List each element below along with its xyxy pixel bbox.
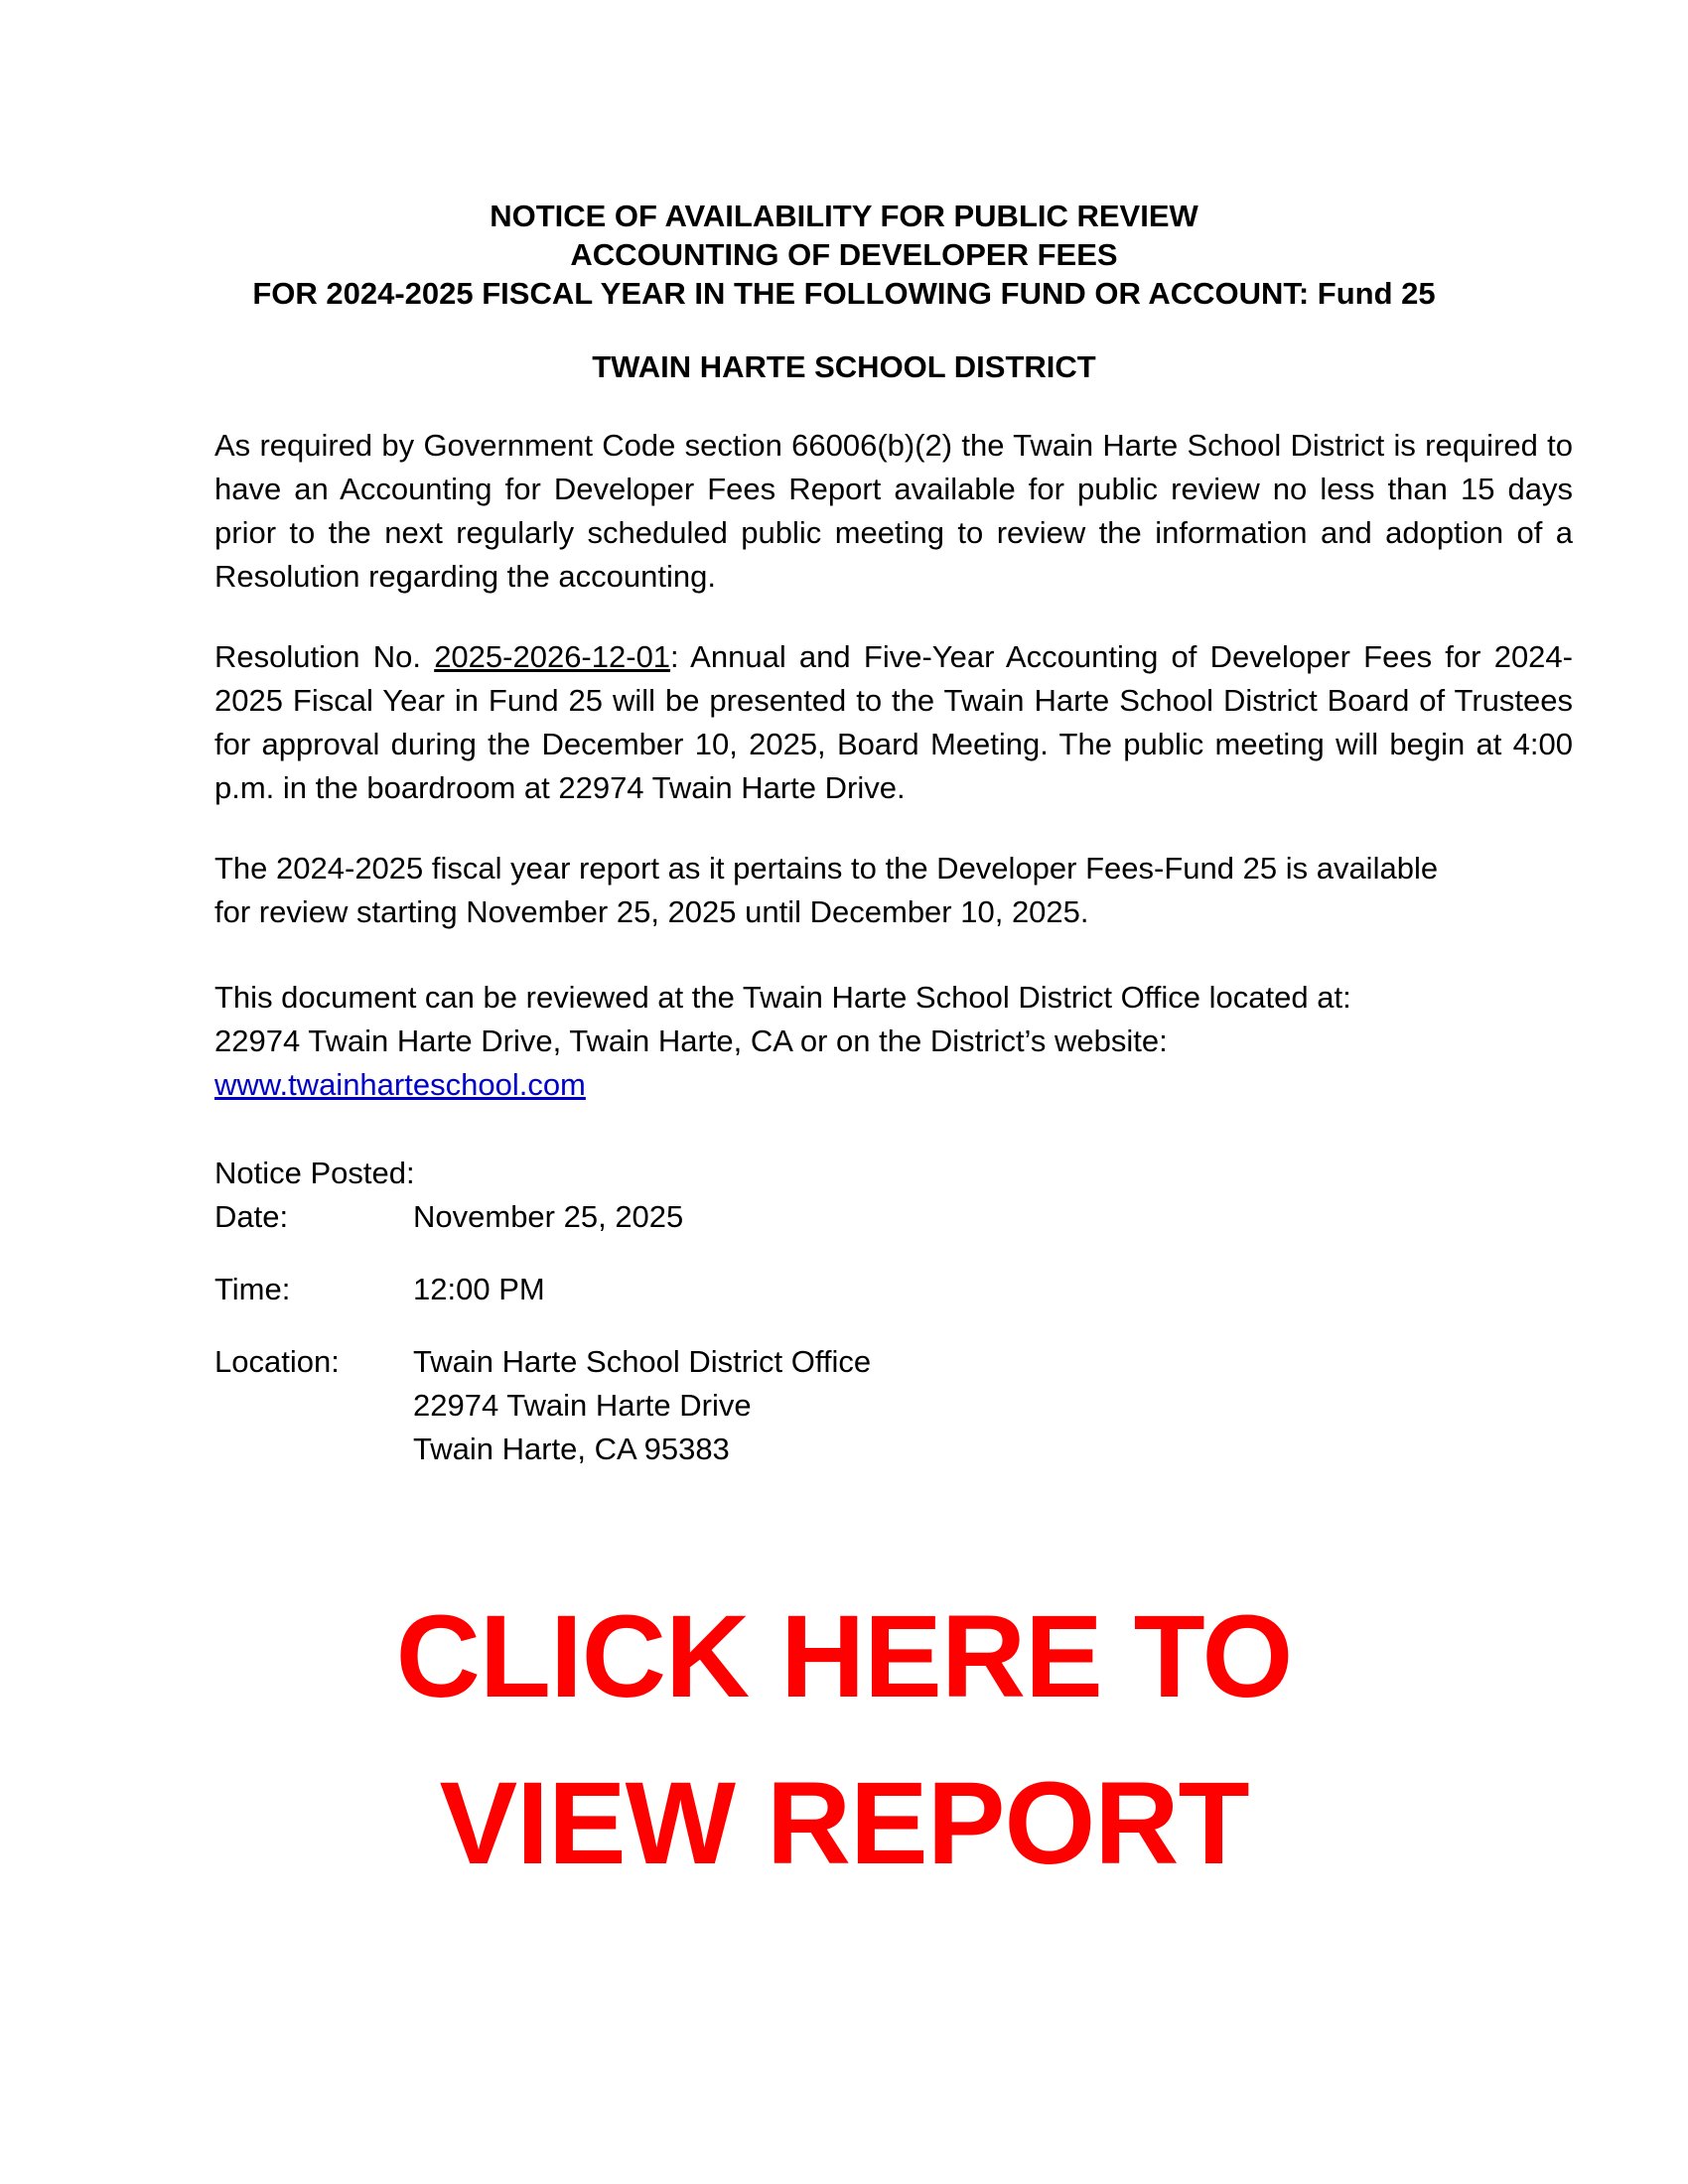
notice-location-row <box>214 1340 1406 1471</box>
notice-date-row <box>214 1195 1406 1239</box>
cta-line-2[interactable]: VIEW REPORT <box>439 1758 1249 1889</box>
paragraph-resolution <box>214 635 1573 810</box>
heading-line-1: NOTICE OF AVAILABILITY FOR PUBLIC REVIEW <box>490 199 1198 233</box>
availability-line-1: The 2024-2025 fiscal year report as it pertains to the Developer Fees-Fund 25 is available <box>214 851 1439 886</box>
paragraph-review-location <box>214 976 1573 1107</box>
paragraph-availability <box>214 847 1573 934</box>
heading-line-2: ACCOUNTING OF DEVELOPER FEES <box>570 237 1118 272</box>
review-line-1: This document can be reviewed at the Twain Harte School District Office located at: <box>214 980 1351 1015</box>
district-website-link[interactable]: www.twainharteschool.com <box>214 1067 586 1102</box>
paragraph-requirement: As required by Government Code section 66006(b)(2) the Twain Harte School District is required to have an Accounting for Developer Fees Report available for public review no less than 15 days prior to the next regularly scheduled public meeting to review the information and adoption of a Resolution regarding the accounting. <box>214 428 1573 594</box>
date-value: November 25, 2025 <box>413 1199 684 1234</box>
time-label: Time: <box>214 1272 291 1306</box>
notice-heading <box>0 197 1688 313</box>
location-line-2: 22974 Twain Harte Drive <box>413 1388 752 1423</box>
availability-line-2: for review starting November 25, 2025 until December 10, 2025. <box>214 894 1089 929</box>
resolution-number: 2025-2026-12-01 <box>434 639 671 674</box>
notice-posted-label: Notice Posted: <box>214 1156 415 1190</box>
view-report-link[interactable] <box>0 1573 1688 1907</box>
district-name: TWAIN HARTE SCHOOL DISTRICT <box>592 349 1096 384</box>
heading-line-3: FOR 2024-2025 FISCAL YEAR IN THE FOLLOWING FUND OR ACCOUNT: Fund 25 <box>252 276 1436 311</box>
cta-line-1[interactable]: CLICK HERE TO <box>395 1591 1293 1722</box>
location-line-3: Twain Harte, CA 95383 <box>413 1432 730 1466</box>
location-value <box>413 1340 871 1471</box>
location-label: Location: <box>214 1344 340 1379</box>
review-line-2: 22974 Twain Harte Drive, Twain Harte, CA or on the District’s website: <box>214 1024 1168 1058</box>
time-value: 12:00 PM <box>413 1272 545 1306</box>
date-label: Date: <box>214 1199 289 1234</box>
notice-time-row <box>214 1268 1406 1311</box>
resolution-prefix: Resolution No. <box>214 639 435 674</box>
resolution-text: : Annual and Five-Year Accounting of Developer Fees for 2024-2025 Fiscal Year in Fund 25 will be presented to the Twain Harte School District Board of Trustees for approval during the December 10, 2025, Board Meeting. The public meeting will begin at 4:00 p.m. in the boardroom at 22974 Twain Harte Drive. <box>214 639 1573 805</box>
location-line-1: Twain Harte School District Office <box>413 1344 872 1379</box>
